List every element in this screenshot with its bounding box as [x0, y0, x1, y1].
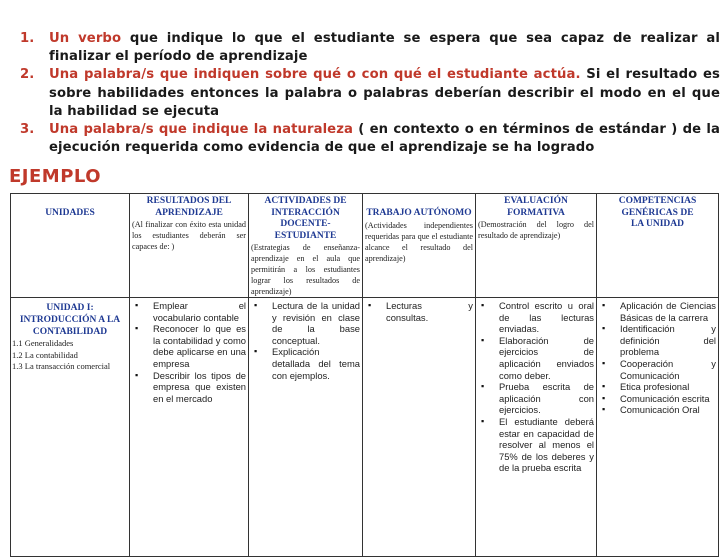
actividades-cell	[249, 298, 363, 557]
list-item: ▪ Prueba escrita de aplicación con ejercicios.	[476, 381, 594, 416]
actividades-list	[249, 298, 362, 383]
instruction-text: que indique lo que el estudiante se espera que sea capaz de realizar al finalizar el período de aprendizaje	[49, 31, 720, 65]
instruction-number: 2.	[20, 67, 35, 83]
example-heading: EJEMPLO	[9, 166, 102, 187]
header-trabajo-note: (Actividades independientes requeridas para que el estudiante alcance el resultado del aprendizaje)	[365, 220, 473, 263]
instruction-item	[20, 121, 720, 157]
list-item: ▪ Emplear el vocabulario contable	[130, 300, 246, 323]
instruction-highlight: Una palabra/s que indiquen sobre qué o con qué el estudiante actúa.	[49, 67, 581, 83]
resultados-cell	[130, 298, 249, 557]
list-item: ▪ Comunicación escrita	[597, 393, 716, 405]
list-item: ▪ Control escrito u oral de las lecturas enviadas.	[476, 300, 594, 335]
header-competencias-cell	[597, 194, 719, 298]
unit-topic: 1.2 La contabilidad	[12, 349, 78, 360]
list-item: ▪ Aplicación de Ciencias Básicas de la carrera	[597, 300, 716, 323]
instruction-highlight: Una palabra/s que indique la naturaleza	[49, 122, 354, 138]
header-evaluacion-note: (Demostración del logro del resultado de aprendizaje)	[478, 220, 594, 240]
header-unidades: UNIDADES	[45, 208, 95, 218]
list-item: ▪ Identificación y definición del problema	[597, 323, 716, 358]
trabajo-cell	[363, 298, 476, 557]
evaluacion-cell	[476, 298, 597, 557]
header-evaluacion-cell	[476, 194, 597, 298]
header-actividades-note: (Estrategias de enseñanza-aprendizaje en el aula que permitirán a los estudiantes lograr los resultados de aprendizaje)	[251, 243, 360, 296]
unit-title: UNIDAD I: INTRODUCCIÓN A LA CONTABILIDAD	[19, 303, 121, 337]
instruction-item	[20, 30, 720, 66]
header-resultados: RESULTADOS DEL APRENDIZAJE	[146, 196, 232, 218]
instruction-number: 1.	[20, 31, 35, 46]
list-item: ▪ Comunicación Oral	[597, 404, 716, 416]
syllabus-table	[10, 193, 719, 557]
competencias-cell	[597, 298, 719, 557]
header-resultados-cell	[130, 194, 249, 298]
header-actividades-cell	[249, 194, 363, 298]
table-row	[11, 298, 719, 557]
list-item: ▪ Lecturas y consultas.	[363, 300, 473, 323]
header-actividades: ACTIVIDADES DE INTERACCIÓN DOCENTE-ESTUDIANTE	[264, 196, 347, 241]
list-item: ▪ Describir los tipos de empresa que existen en el mercado	[130, 370, 246, 405]
header-competencias: COMPETENCIAS GENÉRICAS DE LA UNIDAD	[618, 196, 697, 229]
header-unidades-cell	[11, 194, 130, 298]
list-item: ▪ Explicación detallada del tema con ejemplos.	[249, 346, 360, 381]
instruction-list	[20, 30, 720, 157]
competencias-list	[597, 298, 718, 418]
header-evaluacion: EVALUACIÓN FORMATIVA	[504, 196, 568, 218]
instruction-highlight: Un verbo	[49, 31, 122, 46]
header-resultados-note: (Al finalizar con éxito esta unidad los estudiantes deberán ser capaces de: )	[132, 220, 246, 251]
instruction-text: Si el resultado es sobre habilidades entonces la palabra o palabras deberían describir el modo en el que la habilidad se ejecuta	[49, 67, 721, 119]
intro-instructions	[20, 30, 720, 157]
header-trabajo-cell	[363, 194, 476, 298]
list-item: ▪ Reconocer lo que es la contabilidad y como debe aplicarse en una empresa	[130, 323, 246, 369]
instruction-text: ( en contexto o en términos de estándar ) de la ejecución requerida como evidencia de que el aprendizaje se ha logrado	[49, 122, 720, 156]
unit-topic: 1.1 Generalidades	[12, 338, 74, 348]
trabajo-list	[363, 298, 475, 325]
list-item: ▪ Cooperación y Comunicación	[597, 358, 716, 381]
unit-topic: 1.3 La transacción comercial	[12, 361, 111, 371]
list-item: ▪ El estudiante deberá estar en capacidad de resolver al menos el 75% de los deberes y de la prueba escrita	[476, 416, 594, 474]
list-item: ▪ Elaboración de ejercicios de aplicación enviados como deber.	[476, 335, 594, 381]
instruction-number: 3.	[20, 122, 35, 138]
resultados-list	[130, 298, 248, 406]
evaluacion-list	[476, 298, 596, 476]
list-item: ▪ Lectura de la unidad y revisión en clase de la base conceptual.	[249, 300, 360, 346]
list-item: ▪ Etica profesional	[597, 381, 716, 393]
table-header-row	[11, 194, 719, 298]
instruction-item	[20, 66, 720, 121]
header-trabajo: TRABAJO AUTÓNOMO	[366, 208, 472, 218]
unit-cell	[11, 298, 130, 557]
